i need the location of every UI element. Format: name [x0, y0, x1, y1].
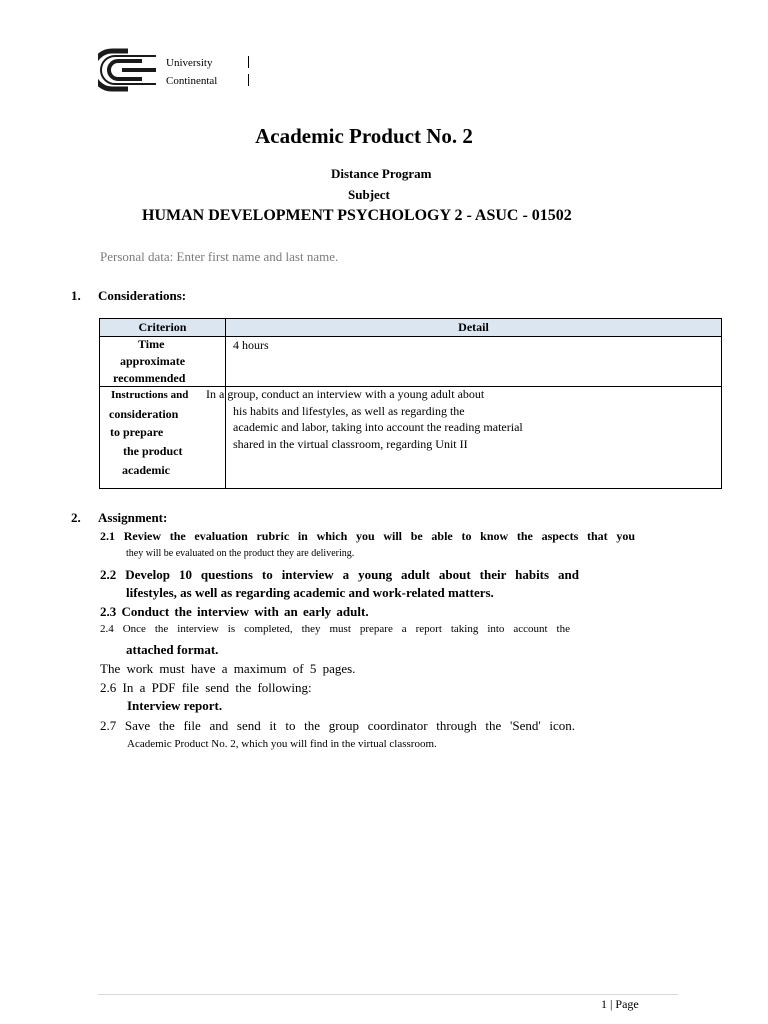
document-title: Academic Product No. 2	[255, 124, 473, 148]
personal-data-prompt: Personal data: Enter first name and last name.	[100, 249, 339, 264]
assignment-item-2-1-cont: they will be evaluated on the product they are delivering.	[126, 548, 355, 559]
criterion-cell-text: Instructions and	[111, 389, 189, 401]
criterion-cell-text: approximate	[120, 354, 186, 368]
university-logo-icon	[98, 48, 158, 92]
detail-cell-text: In a group, conduct an interview with a young adult about	[206, 387, 485, 401]
column-divider	[225, 319, 226, 488]
program-label: Distance Program	[331, 166, 432, 181]
criterion-cell-text: consideration	[109, 407, 179, 421]
pages-limit-note: The work must have a maximum of 5 pages.	[100, 661, 356, 676]
brand-line-university: University	[166, 57, 213, 69]
bullet-item	[127, 698, 222, 714]
detail-cell-text: his habits and lifestyles, as well as regarding the	[233, 404, 465, 418]
assignment-item-2-7: 2.7 Save the file and send it to the group coordinator through the 'Send' icon.	[100, 718, 575, 733]
section-number: 1.	[71, 288, 81, 303]
assignment-item-2-2: 2.2 Develop 10 questions to interview a young adult about their habits and	[100, 567, 579, 582]
section-heading-considerations	[71, 288, 186, 304]
assignment-item-2-7-cont: Academic Product No. 2, which you will find in the virtual classroom.	[127, 738, 437, 750]
assignment-item-2-2-cont: lifestyles, as well as regarding academic and work-related matters.	[126, 585, 494, 600]
assignment-item-2-4-cont: attached format.	[126, 642, 219, 657]
detail-cell-text: 4 hours	[233, 338, 269, 352]
assignment-item-2-3: 2.3 Conduct the interview with an early adult.	[100, 604, 369, 619]
column-header-criterion: Criterion	[138, 320, 187, 334]
page-number-label: Page	[615, 997, 639, 1011]
detail-cell-text: shared in the virtual classroom, regarding Unit II	[233, 437, 468, 451]
assignment-item-2-4: 2.4 Once the interview is completed, they must prepare a report taking into account the	[100, 623, 570, 635]
section-heading-assignment	[71, 510, 167, 526]
brand-divider	[248, 56, 249, 68]
criterion-cell-text: to prepare	[110, 425, 164, 439]
detail-cell-text: academic and labor, taking into account the reading material	[233, 420, 523, 434]
bullet-text: Interview report.	[127, 698, 223, 713]
criterion-cell-text: academic	[122, 463, 170, 477]
criterion-cell-text: recommended	[113, 371, 186, 385]
brand-name	[166, 54, 217, 90]
brand-divider	[248, 74, 249, 86]
criterion-cell-text: the product	[123, 444, 183, 458]
section-title: Considerations:	[98, 288, 187, 303]
section-title: Assignment:	[98, 510, 168, 525]
footer-divider	[98, 994, 678, 995]
considerations-table	[99, 318, 722, 489]
column-header-detail: Detail	[458, 320, 489, 334]
section-number: 2.	[71, 510, 81, 525]
page-number-value: 1	[601, 997, 607, 1011]
course-title: HUMAN DEVELOPMENT PSYCHOLOGY 2 - ASUC - 01502	[142, 207, 572, 224]
page-number-separator: |	[610, 997, 613, 1011]
page-number	[601, 997, 639, 1012]
subject-label: Subject	[348, 187, 390, 202]
assignment-item-2-1: 2.1 Review the evaluation rubric in which you will be able to know the aspects that you	[100, 529, 635, 543]
criterion-cell-text: Time	[138, 337, 165, 351]
brand-line-continental: Continental	[166, 75, 218, 87]
assignment-item-2-6: 2.6 In a PDF file send the following:	[100, 680, 312, 695]
